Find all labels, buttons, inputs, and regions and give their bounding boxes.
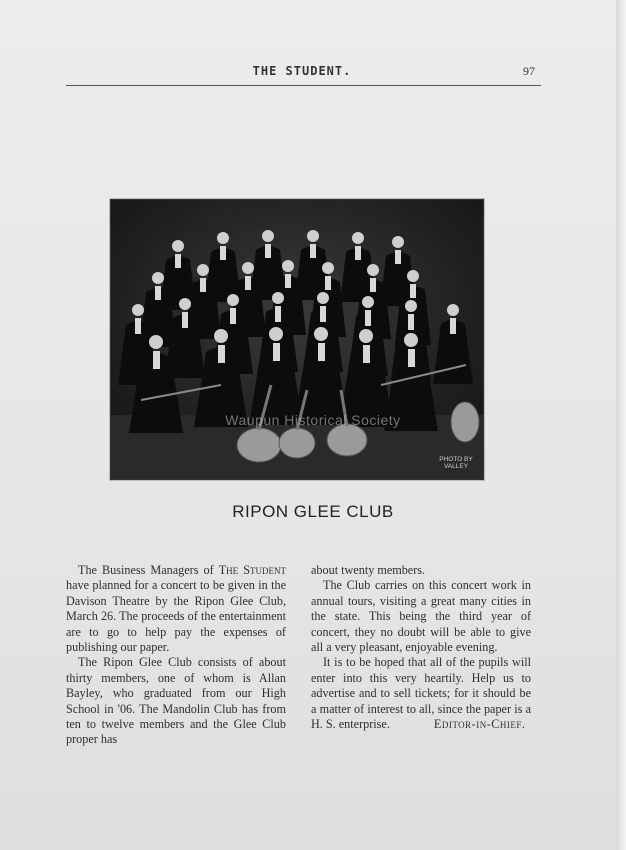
article-paragraph-5	[311, 655, 531, 732]
paper-name: The Student	[218, 563, 287, 577]
page-number: 97	[523, 64, 535, 78]
article-right-column	[311, 563, 531, 732]
article-left-column	[66, 563, 286, 748]
article-paragraph-2: The Ripon Glee Club consists of about thirty members, one of whom is Allan Bayley, who graduated from our High School in '06. The Mandolin Club has from ten to twelve members and the Glee Club proper has	[66, 655, 286, 747]
photo-credit	[436, 456, 476, 470]
article-paragraph-4: The Club carries on this concert work in annual tours, visiting a great many cities in the state. This being the third year of concert, they no doubt will be able to give all a very pleasant, enjoyable evening.	[311, 578, 531, 655]
running-header-title: THE STUDENT.	[252, 64, 352, 78]
group-photo	[110, 199, 484, 480]
header-rule	[66, 85, 541, 86]
article-paragraph-3: about twenty members.	[311, 563, 426, 577]
photo-credit-line-1: PHOTO BY	[439, 456, 473, 463]
photo-credit-line-2: VALLEY	[443, 463, 469, 470]
article-paragraph-1	[66, 563, 286, 655]
article-paragraph-1-start: The Business Managers of	[78, 563, 219, 577]
article-paragraph-1-end: have planned for a concert to be given in the Davison Theatre by the Ripon Glee Club, March 26. The proceeds of the entertainment are to go to help pay the expenses of publishing our paper.	[66, 578, 286, 655]
group-photo-icon	[111, 200, 483, 479]
watermark-text: Waupun Historical Society	[225, 412, 401, 428]
photo-caption: RIPON GLEE CLUB	[232, 502, 394, 521]
article-paragraph-5-text: It is to be hoped that all of the pupils will enter into this very heartily. Help us to advertise and to sell tickets; for it should be a matter of interest to all, since the paper is a H. S. enterprise.	[311, 655, 531, 732]
signature: Editor-in-Chief.	[433, 717, 526, 732]
